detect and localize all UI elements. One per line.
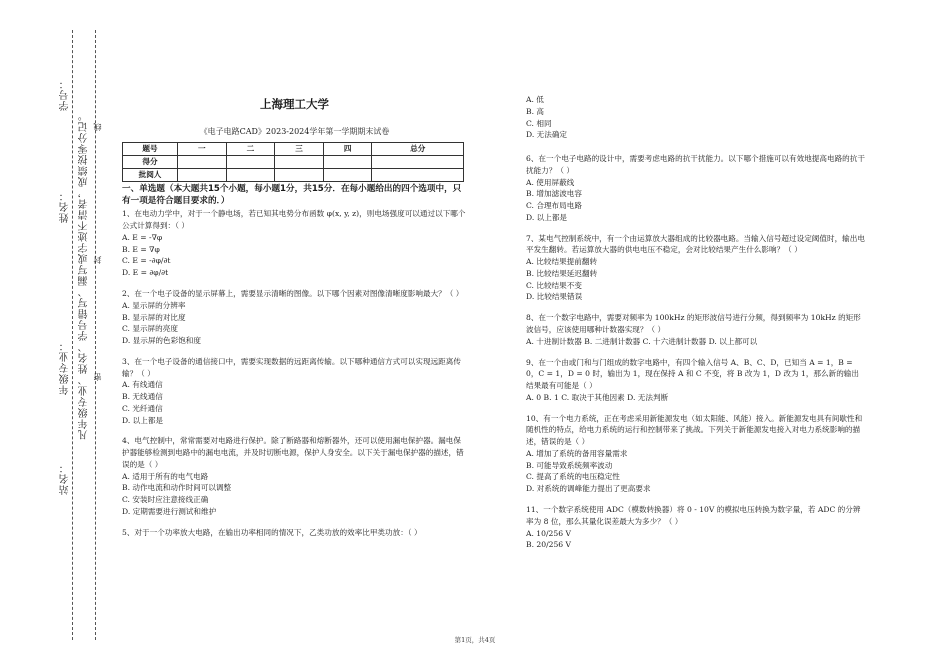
answer-option[interactable]: C. 合理布局电路	[526, 201, 582, 211]
grader-cell[interactable]	[372, 168, 464, 181]
answer-option[interactable]: C. 光纤通信	[122, 403, 163, 413]
question-item	[526, 153, 866, 224]
answer-option[interactable]: C. 安装时应注意接线正确	[122, 495, 209, 505]
answer-option[interactable]: A. E = -∇φ	[122, 232, 163, 242]
name-label: 姓名：	[60, 190, 71, 223]
grader-cell[interactable]	[275, 168, 324, 181]
question-stem: 3、在一个电子设备的通信接口中，需要实现数据的远距离传输。以下哪种通信方式可以实现远距离传输？（ ）	[122, 356, 461, 378]
answer-option[interactable]: B. 可能导致系统频率波动	[526, 460, 613, 470]
grader-cell[interactable]	[323, 168, 372, 181]
binding-warning: 凡年级专业、姓名、学号错写、漏写或字迹不清者，成绩按零分记。	[79, 110, 90, 440]
answer-option[interactable]: A. 适用于所有的电气电路	[122, 471, 209, 481]
answer-option[interactable]: D. 以上都是	[526, 212, 568, 222]
question-stem: 10、有一个电力系统，正在考虑采用新能源发电（如太阳能、风能）接入。新能源发电具有间歇性和随机性的特点，给电力系统的运行和控制带来了挑战。下列关于新能源发电接入对电力系统影响的描述，错误的是（ ）	[526, 413, 863, 447]
score-row	[123, 155, 464, 168]
binding-margin	[0, 0, 110, 672]
question-item	[122, 288, 467, 347]
seal-mark-feng: 封	[93, 255, 102, 264]
answer-option[interactable]: B. 无线通信	[122, 392, 163, 402]
page-footer: 第1页，共4页	[454, 636, 496, 644]
score-cell[interactable]	[226, 155, 275, 168]
answer-option[interactable]: A. 10/256 V	[526, 528, 571, 538]
score-row-label: 得分	[123, 155, 178, 168]
answer-option[interactable]: D. 定期需要进行测试和维护	[122, 507, 217, 517]
answer-option[interactable]: B. 增加滤波电容	[526, 189, 582, 199]
section-heading: 一、单选题（本大题共15个小题，每小题1分，共15分．在每小题给出的四个选项中，只有一项是符合题目要求的．）	[122, 183, 462, 206]
score-table	[122, 142, 464, 181]
question-stem: 8、在一个数字电路中，需要对频率为 100kHz 的矩形波信号进行分频，得到频率为 10kHz 的矩形波信号，应该使用哪种计数器实现？（ ）	[526, 313, 861, 335]
answer-option[interactable]: C. 相同	[526, 118, 552, 128]
question-item	[526, 357, 866, 404]
grader-row	[123, 168, 464, 181]
university-title: 上海理工大学	[260, 97, 329, 111]
answer-option[interactable]: A. 显示屏的分辨率	[122, 300, 186, 310]
question-stem: 9、在一个由或门和与门组成的数字电路中，有四个输入信号 A、B、C、D，已知当 A = 1，B = 0，C = 1，D = 0 时，输出为 1，现在保持 A 和 C 不变，将 B 改为 1，D 改为 1，那么新的输出结果最有可能是（ ）	[526, 357, 859, 391]
answer-option[interactable]: A. 0 B. 1 C. 取决于其他因素 D. 无法判断	[526, 392, 669, 402]
answer-option[interactable]: C. 显示屏的亮度	[122, 324, 178, 334]
table-cell: 题号	[123, 143, 178, 156]
seal-mark-xian: 线	[93, 122, 102, 131]
answer-option[interactable]: C. 提高了系统的电压稳定性	[526, 472, 620, 482]
answer-option[interactable]: B. 高	[526, 106, 545, 116]
score-cell[interactable]	[275, 155, 324, 168]
question-stem: 4、电气控制中，常常需要对电路进行保护。除了断路器和熔断器外，还可以使用漏电保护器。漏电保护器能够检测到电路中的漏电电流，并及时切断电源，保护人身安全。以下关于漏电保护器的描述，错误的是（ ）	[122, 436, 464, 469]
question-item	[526, 413, 866, 495]
student-id-label: 学号：	[60, 78, 71, 111]
answer-option[interactable]: B. 显示屏的对比度	[122, 312, 186, 322]
table-cell: 二	[226, 143, 275, 156]
question-item	[526, 312, 866, 347]
table-cell: 一	[178, 143, 227, 156]
answer-option[interactable]: B. 比较结果延迟翻转	[526, 268, 598, 278]
answer-option[interactable]: B. 动作电流和动作时间可以调整	[122, 483, 232, 493]
question-item	[122, 435, 467, 517]
answer-option[interactable]: A. 增加了系统的备用容量需求	[526, 448, 628, 458]
answer-option[interactable]: D. E = ∂φ/∂t	[122, 268, 169, 278]
answer-option[interactable]: A. 比较结果提前翻转	[526, 257, 598, 267]
right-question-list	[526, 153, 866, 551]
answer-option[interactable]: A. 十进制计数器 B. 二进制计数器 C. 十六进制计数器 D. 以上都可以	[526, 336, 758, 346]
station-label: 站名：	[60, 462, 71, 495]
question-item	[122, 527, 467, 539]
right-column	[526, 94, 866, 551]
grader-cell[interactable]	[178, 168, 227, 181]
answer-option[interactable]: C. E = -∂φ/∂t	[122, 256, 171, 266]
exam-title: 《电子电路CAD》2023-2024学年第一学期期末试卷	[199, 126, 390, 136]
answer-option[interactable]: D. 无法确定	[526, 130, 568, 140]
answer-option[interactable]: A. 使用屏蔽线	[526, 177, 575, 187]
grader-cell[interactable]	[226, 168, 275, 181]
score-cell[interactable]	[323, 155, 372, 168]
question-stem: 1、在电动力学中，对于一个静电场，若已知其电势分布函数 φ(x, y, z)，则电场强度可以通过以下哪个公式计算得到：（ ）	[122, 209, 466, 231]
question-item	[122, 356, 467, 427]
table-cell: 总分	[372, 143, 464, 156]
answer-option[interactable]: B. 20/256 V	[526, 540, 572, 550]
left-question-list	[122, 208, 467, 538]
table-cell: 四	[323, 143, 372, 156]
question-stem: 11、一个数字系统使用 ADC（模数转换器）将 0 - 10V 的模拟电压转换为数字量，若 ADC 的分辨率为 8 位，那么其量化误差最大为多少？（ ）	[526, 504, 861, 526]
question-stem: 7、某电气控制系统中，有一个由运算放大器组成的比较器电路。当输入信号超过设定阈值时，输出电平发生翻转。若运算放大器的供电电压不稳定，会对比较结果产生什么影响？（ ）	[526, 233, 865, 255]
answer-option[interactable]: D. 比较结果错误	[526, 292, 583, 302]
seal-mark-mi: 密	[93, 372, 102, 381]
question-item	[526, 233, 866, 304]
grader-row-label: 批阅人	[123, 168, 178, 181]
answer-option[interactable]: B. E = ∇φ	[122, 244, 160, 254]
question-stem: 6、在一个电子电路的设计中，需要考虑电路的抗干扰能力。以下哪个措施可以有效地提高电路的抗干扰能力？（ ）	[526, 154, 865, 175]
answer-option[interactable]: A. 低	[526, 95, 544, 104]
cut-line-inner	[72, 30, 73, 640]
left-column	[122, 96, 467, 539]
question-item	[122, 208, 467, 279]
question-stem: 5、对于一个功率放大电路，在输出功率相同的情况下，乙类功放的效率比甲类功放：（ ）	[122, 527, 422, 537]
continued-options	[526, 94, 866, 141]
score-table-header-row	[123, 143, 464, 156]
question-stem: 2、在一个电子设备的显示屏幕上，需要显示清晰的图像。以下哪个因素对图像清晰度影响最大？（ ）	[122, 289, 464, 298]
answer-option[interactable]: D. 以上都是	[122, 415, 164, 425]
answer-option[interactable]: D. 对系统的调峰能力提出了更高要求	[526, 484, 651, 494]
table-cell: 三	[275, 143, 324, 156]
score-cell[interactable]	[372, 155, 464, 168]
answer-option[interactable]: C. 比较结果不变	[526, 280, 582, 290]
question-item	[526, 504, 866, 551]
score-cell[interactable]	[178, 155, 227, 168]
answer-option[interactable]: D. 显示屏的色彩饱和度	[122, 336, 201, 346]
grade-major-label: 年级专业：	[60, 340, 71, 395]
answer-option[interactable]: A. 有线通信	[122, 380, 163, 390]
